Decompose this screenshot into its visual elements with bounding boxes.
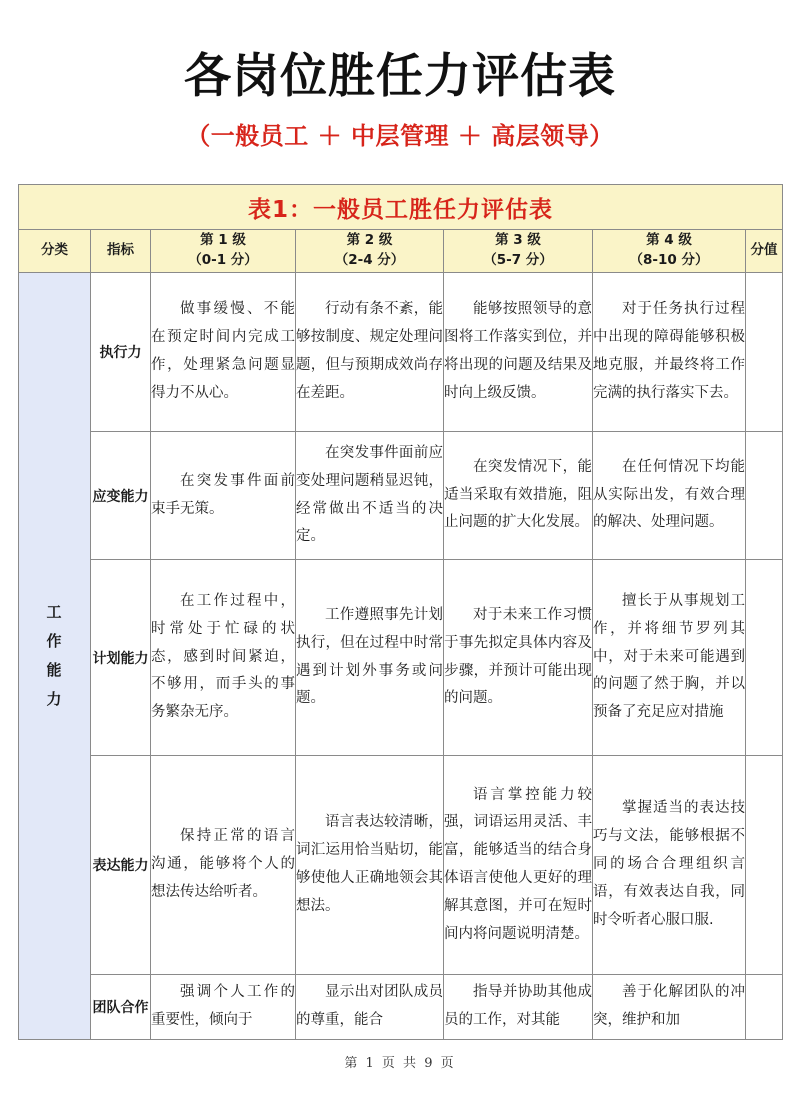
category-char: 工 — [46, 602, 63, 621]
page-title: 各岗位胜任力评估表 — [184, 49, 616, 104]
level-1-cell — [151, 756, 296, 975]
score-cell[interactable] — [746, 273, 783, 432]
header-level-2 — [296, 230, 444, 273]
score-cell[interactable] — [746, 975, 783, 1040]
indicator-cell: 应变能力 — [91, 432, 151, 560]
page-footer: 第 1 页 共 9 页 — [344, 1056, 456, 1071]
level-4-text: 善于化解团队的冲突，维护和加 — [593, 984, 745, 1028]
level-1-text: 强调个人工作的重要性，倾向于 — [151, 984, 295, 1028]
level-3-cell — [444, 273, 593, 432]
category-cell-work-ability — [19, 273, 91, 1040]
indicator-cell: 表达能力 — [91, 756, 151, 975]
level-1-cell — [151, 560, 296, 756]
level-3-text: 语言掌控能力较强，词语运用灵活、丰富，能够适当的结合身体语言使他人更好的理解其意图，并可在短时间内将问题说明清楚。 — [444, 786, 592, 942]
level-2-cell — [296, 975, 444, 1040]
header-category: 分类 — [19, 230, 91, 273]
level-3-cell — [444, 432, 593, 560]
level-3-cell — [444, 560, 593, 756]
level-2-text: 工作遵照事先计划执行，但在过程中时常遇到计划外事务或问题。 — [296, 606, 443, 707]
table-header-row — [19, 230, 783, 273]
level-4-text: 对于任务执行过程中出现的障碍能够积极地克服，并最终将工作完满的执行落实下去。 — [593, 301, 745, 401]
score-cell[interactable] — [746, 756, 783, 975]
table-caption: 表1：一般员工胜任力评估表 — [19, 185, 783, 230]
level-4-cell — [593, 560, 746, 756]
indicator-cell: 执行力 — [91, 273, 151, 432]
header-indicator: 指标 — [91, 230, 151, 273]
level-2-cell — [296, 756, 444, 975]
table-row — [19, 975, 783, 1040]
header-level-4-range: （8-10 分） — [629, 252, 709, 268]
level-1-text: 保持正常的语言沟通，能够将个人的想法传达给听者。 — [151, 828, 295, 900]
level-2-text: 语言表达较清晰，词汇运用恰当贴切，能够使他人正确地领会其想法。 — [296, 814, 443, 914]
indicator-cell: 团队合作 — [91, 975, 151, 1040]
level-4-text: 掌握适当的表达技巧与文法，能够根据不同的场合合理组织言语，有效表达自我，同时令听者心服口服. — [593, 800, 745, 928]
level-4-cell — [593, 975, 746, 1040]
level-3-text: 指导并协助其他成员的工作，对其能 — [444, 984, 592, 1028]
level-3-text: 能够按照领导的意图将工作落实到位，并将出现的问题及结果及时向上级反馈。 — [444, 301, 592, 401]
level-3-text: 在突发情况下，能适当采取有效措施，阻止问题的扩大化发展。 — [444, 458, 592, 531]
page-subtitle: （一般员工 ＋ 中层管理 ＋ 高层领导） — [186, 121, 614, 150]
header-score: 分值 — [746, 230, 783, 273]
table-row — [19, 560, 783, 756]
level-1-cell — [151, 273, 296, 432]
level-2-text: 行动有条不紊，能够按制度、规定处理问题，但与预期成效尚存在差距。 — [296, 301, 443, 401]
level-2-cell — [296, 273, 444, 432]
header-level-4 — [593, 230, 746, 273]
table-row — [19, 432, 783, 560]
level-1-text: 做事缓慢、不能在预定时间内完成工作，处理紧急问题显得力不从心。 — [151, 301, 295, 401]
level-3-text: 对于未来工作习惯于事先拟定具体内容及步骤，并预计可能出现的问题。 — [444, 606, 592, 707]
score-cell[interactable] — [746, 432, 783, 560]
level-4-cell — [593, 756, 746, 975]
level-4-cell — [593, 432, 746, 560]
header-level-1 — [151, 230, 296, 273]
title-block — [0, 0, 800, 151]
level-3-cell — [444, 975, 593, 1040]
level-2-cell — [296, 432, 444, 560]
score-cell[interactable] — [746, 560, 783, 756]
header-level-3 — [444, 230, 593, 273]
category-char: 力 — [46, 690, 63, 709]
table-caption-row — [19, 185, 783, 230]
category-char: 能 — [46, 661, 63, 679]
category-char: 作 — [46, 631, 63, 650]
level-2-cell — [296, 560, 444, 756]
table-row — [19, 273, 783, 432]
level-2-text: 显示出对团队成员的尊重，能合 — [296, 984, 443, 1028]
level-2-text: 在突发事件面前应变处理问题稍显迟钝，经常做出不适当的决定。 — [296, 444, 443, 545]
header-level-3-range: （5-7 分） — [483, 252, 553, 268]
indicator-cell: 计划能力 — [91, 560, 151, 756]
assessment-table — [18, 184, 783, 1040]
category-vertical-label — [46, 598, 62, 715]
table-row — [19, 756, 783, 975]
level-1-cell — [151, 975, 296, 1040]
level-3-cell — [444, 756, 593, 975]
header-level-2-name: 第 2 级 — [346, 232, 393, 249]
header-level-1-range: （0-1 分） — [188, 252, 258, 268]
level-1-text: 在突发事件面前束手无策。 — [151, 472, 295, 517]
level-1-text: 在工作过程中，时常处于忙碌的状态，感到时间紧迫，不够用，而手头的事务繁杂无序。 — [151, 592, 295, 721]
level-1-cell — [151, 432, 296, 560]
assessment-table-wrapper — [18, 184, 782, 1040]
header-level-4-name: 第 4 级 — [646, 232, 692, 249]
level-4-text: 擅长于从事规划工作，并将细节罗列其中，对于未来可能遇到的问题了然于胸，并以预备了充足应对措施 — [593, 592, 745, 721]
header-level-3-name: 第 3 级 — [495, 232, 541, 249]
header-level-2-range: （2-4 分） — [334, 252, 405, 268]
level-4-text: 在任何情况下均能从实际出发，有效合理的解决、处理问题。 — [593, 458, 745, 531]
header-level-1-name: 第 1 级 — [200, 232, 246, 249]
level-4-cell — [593, 273, 746, 432]
